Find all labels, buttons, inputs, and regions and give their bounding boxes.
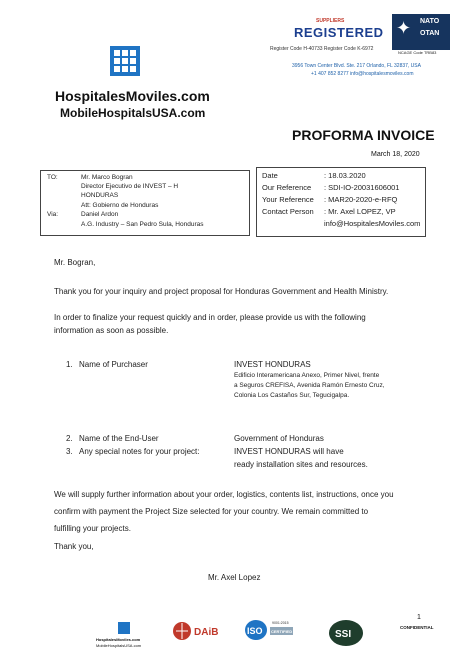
recipient-title: Director Ejecutivo de INVEST – H	[81, 183, 179, 190]
item-number: 3.	[66, 447, 73, 456]
reference-box	[256, 167, 426, 237]
request-paragraph-line1: In order to finalize your request quickly and in order, please provide us with the following	[54, 313, 366, 322]
company-address: 3956 Town Center Blvd. Ste. 217 Orlando, FL 32837, USA	[292, 63, 421, 69]
logo-square-icon	[122, 50, 128, 56]
closing-paragraph-line2: confirm with payment the Project Size selected for your country. We remain committed to	[54, 507, 369, 516]
otan-label: OTAN	[420, 30, 440, 37]
logo-square-icon	[130, 58, 136, 64]
via-company: A.G. Industry – San Pedro Sula, Honduras	[81, 221, 204, 228]
closing-paragraph-line3: fulfilling your projects.	[54, 524, 131, 533]
logo-square-icon	[114, 58, 120, 64]
ref-value: : SDI-IO-20031606001	[324, 183, 400, 192]
thanks: Thank you,	[54, 542, 94, 551]
purchaser-address-line1: Edificio Interamericana Anexo, Primer Nivel, frente	[234, 372, 380, 379]
hospital-cross-logo	[110, 46, 140, 76]
ref-key: Your Reference	[262, 195, 314, 204]
suppliers-label: SUPPLIERS	[316, 18, 345, 24]
item-number: 1.	[66, 360, 73, 369]
document-title: PROFORMA INVOICE	[292, 127, 435, 143]
to-label: TO:	[47, 174, 58, 181]
registered-label: REGISTERED	[294, 25, 384, 40]
logo-square-icon	[122, 66, 128, 72]
ref-key: Contact Person	[262, 207, 314, 216]
ref-row-email	[262, 219, 420, 228]
nato-star-icon: ✦	[396, 18, 412, 38]
ncage-code: NCAGE Code TRB83	[398, 50, 437, 55]
ref-row-date	[262, 171, 366, 180]
hospital-cross-logo-small	[118, 622, 130, 634]
footer-brand-line2: MobileHospitalsUSA.com	[96, 643, 142, 648]
via-label: Via:	[47, 211, 59, 218]
ref-row-contact	[262, 207, 396, 216]
ref-row-our-reference	[262, 183, 399, 192]
request-paragraph-line2: information as soon as possible.	[54, 326, 169, 335]
ssi-logo-text: SSI	[335, 629, 352, 640]
ref-value: : MAR20-2020-e-RFQ	[324, 195, 398, 204]
logo-square-icon	[130, 50, 136, 56]
item-value-notes-line2: ready installation sites and resources.	[234, 460, 368, 469]
intro-paragraph: Thank you for your inquiry and project proposal for Honduras Government and Health Ministry.	[54, 287, 389, 296]
ref-key: Our Reference	[262, 183, 312, 192]
company-contact: +1 407 852 8277 info@hospitalesmoviles.com	[311, 71, 414, 77]
logo-square-icon	[130, 66, 136, 72]
document-date: March 18, 2020	[371, 151, 420, 158]
ref-row-your-reference	[262, 195, 397, 204]
nato-label: NATO	[420, 18, 440, 25]
ref-value: : 18.03.2020	[324, 171, 366, 180]
recipient-box	[40, 170, 250, 236]
ref-value: : Mr. Axel LOPEZ, VP	[324, 207, 396, 216]
iso-logo	[244, 618, 294, 642]
ref-key: Date	[262, 171, 278, 180]
iso-badge-text: CERTIFIED	[271, 629, 293, 634]
ref-email-link[interactable]: info@HospitalesMoviles.com	[324, 219, 421, 228]
recipient-name: Mr. Marco Bogran	[81, 174, 133, 181]
item-label-purchaser: Name of Purchaser	[79, 360, 148, 369]
nato-badge	[392, 14, 450, 50]
daib-logo-text: DAiB	[194, 627, 218, 638]
logo-square-icon	[114, 50, 120, 56]
purchaser-address-line2: a Seguros CREFISA, Avenida Ramón Ernesto Cruz,	[234, 382, 385, 389]
confidential-label: CONFIDENTIAL	[400, 625, 434, 630]
closing-paragraph-line1: We will supply further information about your order, logistics, contents list, instructions, once you	[54, 490, 394, 499]
iso-years-text: 9001:2015	[272, 621, 289, 625]
page-number: 1	[417, 614, 421, 621]
purchaser-address-line3: Colonia Los Castaños Sur, Tegucigalpa.	[234, 392, 350, 399]
brand-name-secondary: MobileHospitalsUSA.com	[60, 106, 206, 120]
recipient-country: HONDURAS	[81, 192, 119, 199]
recipient-attention: Att: Gobierno de Honduras	[81, 202, 159, 209]
item-value-purchaser: INVEST HONDURAS	[234, 360, 311, 369]
item-number: 2.	[66, 434, 73, 443]
brand-name: HospitalesMoviles.com	[55, 88, 210, 104]
item-value-end-user: Government of Honduras	[234, 434, 324, 443]
logo-square-icon	[122, 58, 128, 64]
ssi-logo	[328, 618, 364, 648]
item-label-notes: Any special notes for your project:	[79, 447, 200, 456]
logo-square-icon	[114, 66, 120, 72]
signature-name: Mr. Axel Lopez	[208, 573, 261, 582]
footer-brand-line1: HospitalesMoviles.com	[96, 637, 141, 642]
salutation: Mr. Bogran,	[54, 258, 96, 267]
register-codes: Register Code H-40733 Register Code K-6972	[270, 46, 374, 52]
via-name: Daniel Ardon	[81, 211, 119, 218]
daib-logo	[172, 620, 218, 642]
iso-logo-text: ISO	[247, 626, 263, 636]
item-value-notes-line1: INVEST HONDURAS will have	[234, 447, 344, 456]
item-label-end-user: Name of the End-User	[79, 434, 159, 443]
